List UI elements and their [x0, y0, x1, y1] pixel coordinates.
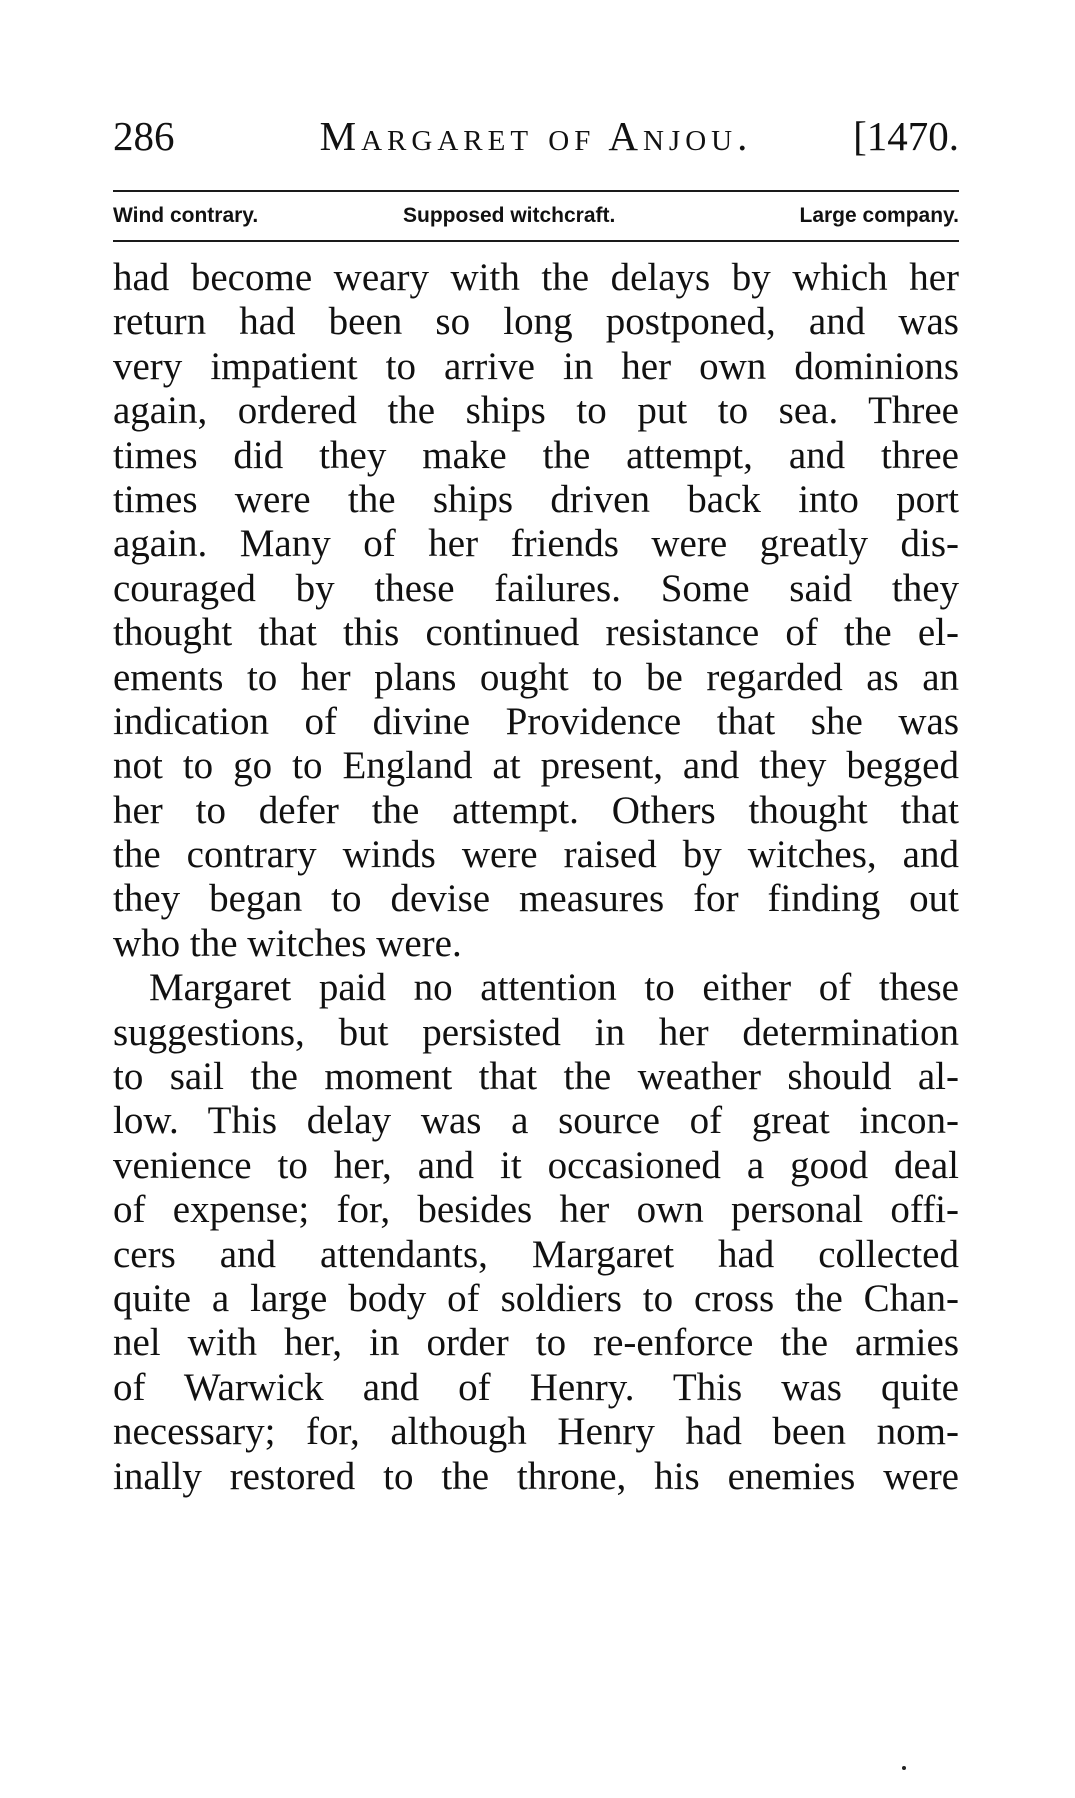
text-line: her to defer the attempt. Others thought that	[113, 788, 959, 832]
text-line: Margaret paid no attention to either of these	[149, 966, 959, 1010]
header-rule-bottom	[113, 240, 959, 242]
text-line: times did they make the attempt, and three	[113, 433, 959, 477]
text-line: couraged by these failures. Some said they	[113, 566, 959, 610]
page-number: 286	[113, 113, 175, 159]
text-line: ements to her plans ought to be regarded as an	[113, 655, 959, 699]
text-line: necessary; for, although Henry had been nom-	[113, 1410, 959, 1454]
sidenote-center: Supposed witchcraft.	[403, 204, 616, 227]
text-line: again. Many of her friends were greatly dis-	[113, 522, 959, 566]
sidenote-right: Large company.	[799, 204, 959, 227]
text-line: of expense; for, besides her own personal offi-	[113, 1188, 959, 1232]
page-speck	[902, 1766, 906, 1770]
header-rule-top	[113, 190, 959, 192]
text-line: of Warwick and of Henry. This was quite	[113, 1365, 959, 1409]
text-line: inally restored to the throne, his enemies were	[113, 1454, 959, 1498]
sidenote-left: Wind contrary.	[113, 204, 259, 227]
text-line: the contrary winds were raised by witches, and	[113, 833, 959, 877]
text-line: suggestions, but persisted in her determination	[113, 1010, 959, 1054]
running-year: [1470.	[853, 113, 959, 159]
text-line: had become weary with the delays by which her	[113, 256, 959, 299]
text-line: venience to her, and it occasioned a good deal	[113, 1143, 959, 1187]
marginal-notes	[113, 198, 959, 234]
text-line: return had been so long postponed, and was	[113, 300, 959, 344]
text-line: cers and attendants, Margaret had collected	[113, 1232, 959, 1276]
running-head	[113, 108, 959, 164]
text-line: not to go to England at present, and they begged	[113, 744, 959, 788]
running-title: Margaret of Anjou.	[319, 113, 753, 159]
text-line: to sail the moment that the weather should al-	[113, 1055, 959, 1099]
text-line: indication of divine Providence that she was	[113, 699, 959, 743]
text-line: times were the ships driven back into port	[113, 477, 959, 521]
paragraph	[113, 966, 959, 1499]
text-line: they began to devise measures for finding out	[113, 877, 959, 921]
text-line: who the witches were.	[113, 921, 462, 965]
text-line: nel with her, in order to re-enforce the armies	[113, 1321, 959, 1365]
text-line: low. This delay was a source of great incon-	[113, 1099, 959, 1143]
text-line: quite a large body of soldiers to cross the Chan-	[113, 1276, 959, 1320]
text-line: thought that this continued resistance of the el-	[113, 611, 959, 655]
text-line: again, ordered the ships to put to sea. Three	[113, 389, 959, 433]
body-text	[113, 256, 959, 1499]
paragraph	[113, 256, 959, 966]
text-line: very impatient to arrive in her own dominions	[113, 344, 959, 388]
book-page	[113, 108, 959, 1498]
